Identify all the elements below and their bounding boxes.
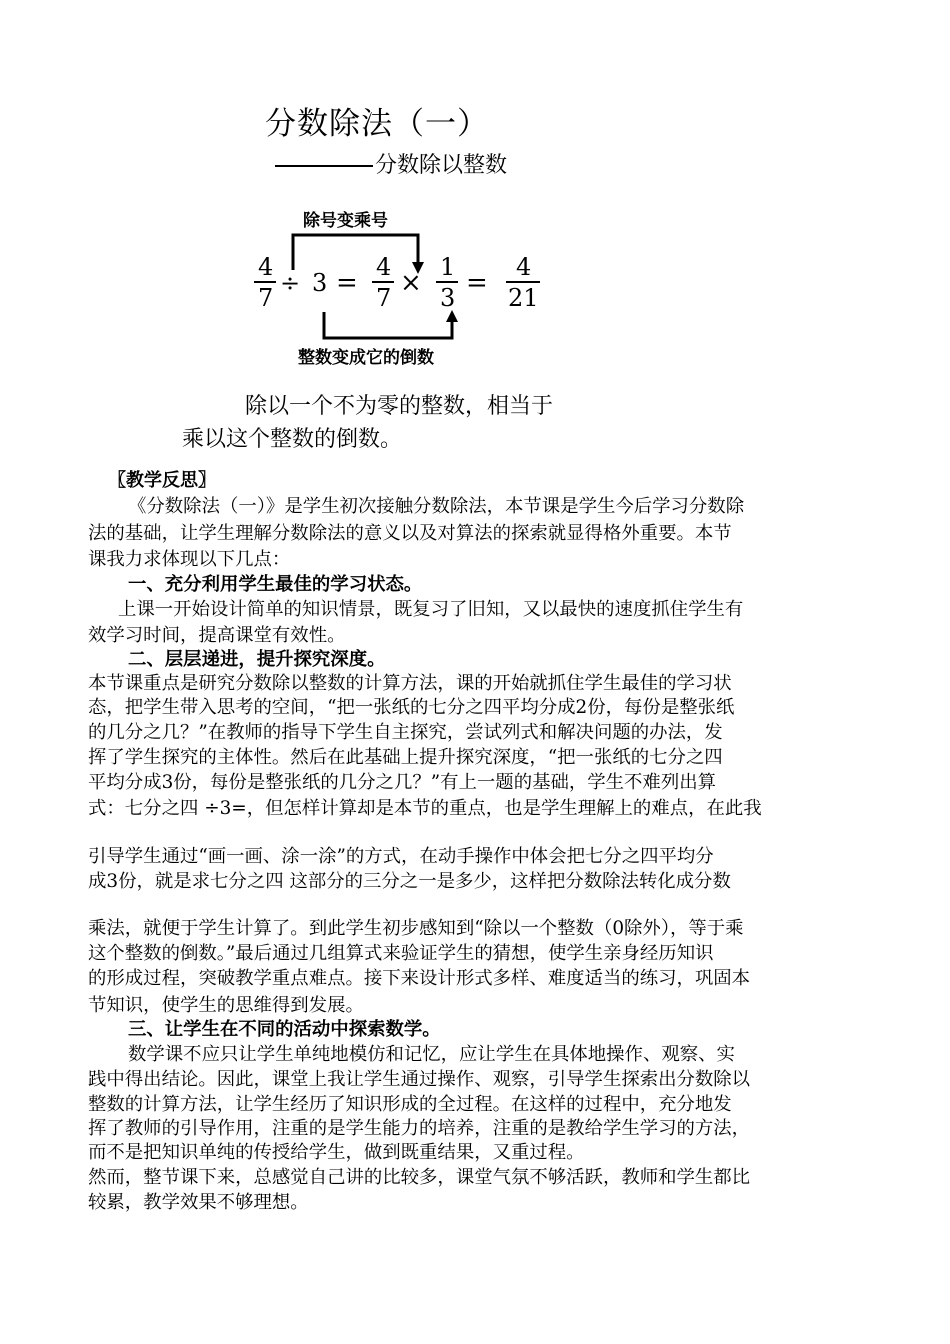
reflection-line: 本节课重点是研究分数除以整数的计算方法，课的开始就抓住学生最佳的学习状 [88,673,732,694]
reflection-line: 引导学生通过“画一画、涂一涂”的方式，在动手操作中体会把七分之四平均分 [88,846,714,867]
reflection-line: 而不是把知识单纯的传授给学生，做到既重结果，又重过程。 [88,1142,585,1163]
subtitle-text: 分数除以整数 [375,153,508,178]
section-heading-1: 一、充分利用学生最佳的学习状态。 [128,574,423,595]
reflection-line: 《分数除法（一）》是学生初次接触分数除法，本节课是学生今后学习分数除 [128,496,745,517]
reflection-line: 上课一开始设计简单的知识情景，既复习了旧知，又以最快的速度抓住学生有 [118,599,744,620]
reflection-line: 式：七分之四 ÷3=，但怎样计算却是本节的重点，也是学生理解上的难点，在此我 [88,798,762,819]
subtitle-dash [275,165,373,167]
reflection-line: 课我力求体现以下几点： [88,549,291,570]
reflection-line: 效学习时间，提高课堂有效性。 [88,625,346,646]
frac4-den: 21 [508,284,539,312]
int-val: 3 [312,269,328,297]
reflection-line: 挥了教师的引导作用，注重的是学生能力的培养，注重的是教给学生学习的方法， [88,1118,751,1139]
diagram-bottom-label: 整数变成它的倒数 [298,348,434,368]
bottom-bracket [324,312,452,338]
reflection-line: 较累，教学效果不够理想。 [88,1192,309,1213]
division-diagram [240,198,560,373]
frac3-den: 3 [440,284,456,312]
frac2-num: 4 [376,253,392,281]
reflection-line: 整数的计算方法，让学生经历了知识形成的全过程。在这样的过程中，充分地发 [88,1094,732,1115]
div-sign: ÷ [280,269,301,297]
section-heading-2: 二、层层递进，提升探究深度。 [128,649,386,670]
reflection-line: 这个整数的倒数。”最后通过几组算式来验证学生的猜想，使学生亲身经历知识 [88,943,714,964]
reflection-line: 挥了学生探究的主体性。然后在此基础上提升探究深度，“把一张纸的七分之四 [88,747,723,768]
reflection-line: 态，把学生带入思考的空间，“把一张纸的七分之四平均分成2份，每份是整张纸 [88,697,735,718]
frac1-den: 7 [258,284,274,312]
diagram-top-label: 除号变乘号 [303,211,388,231]
reflection-line: 的几分之几？”在教师的指导下学生自主探究，尝试列式和解决问题的办法，发 [88,722,723,743]
frac1-num: 4 [258,253,274,281]
top-bracket [293,235,418,270]
times-sign: × [400,268,422,298]
reflection-line: 成3份，就是求七分之四 这部分的三分之一是多少，这样把分数除法转化成分数 [88,871,731,892]
frac4-num: 4 [516,253,532,281]
eq1: = [336,268,358,298]
rule-line-1: 除以一个不为零的整数，相当于 [245,394,554,419]
reflection-line: 法的基础，让学生理解分数除法的意义以及对算法的探索就显得格外重要。本节 [88,523,732,544]
frac2-den: 7 [376,284,392,312]
reflection-line: 乘法，就便于学生计算了。到此学生初步感知到“除以一个整数（0除外），等于乘 [88,918,744,939]
reflection-line: 平均分成3份，每份是整张纸的几分之几？”有上一题的基础，学生不难列出算 [88,772,716,793]
page-title: 分数除法（一） [265,106,489,142]
eq2: = [466,268,488,298]
reflection-line: 然而，整节课下来，总感觉自己讲的比较多，课堂气氛不够活跃，教师和学生都比 [88,1167,751,1188]
reflection-line: 节知识，使学生的思维得到发展。 [88,995,364,1016]
reflection-heading: 〖教学反思〗 [108,470,216,491]
reflection-line: 践中得出结论。因此，课堂上我让学生通过操作、观察，引导学生探索出分数除以 [88,1069,751,1090]
reflection-line: 数学课不应只让学生单纯地模仿和记忆，应让学生在具体地操作、观察、实 [128,1044,735,1065]
reflection-line: 的形成过程，突破教学重点难点。接下来设计形式多样、难度适当的练习，巩固本 [88,968,751,989]
frac3-num: 1 [440,253,456,281]
rule-line-2: 乘以这个整数的倒数。 [182,427,403,452]
page-subtitle [275,148,507,179]
section-heading-3: 三、让学生在不同的活动中探索数学。 [128,1019,441,1040]
